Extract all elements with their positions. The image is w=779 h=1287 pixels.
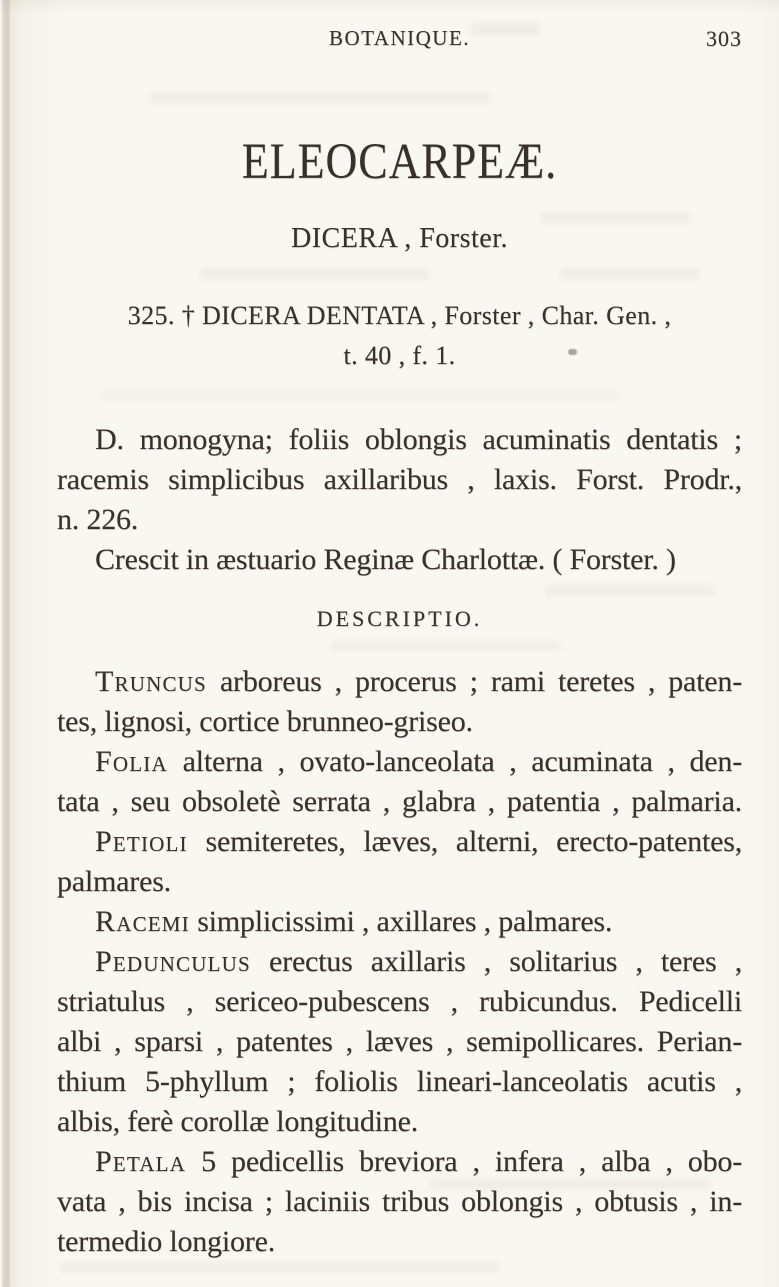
text-line: Crescit in æstuario Reginæ Charlottæ. ( Forster. ) [95, 543, 676, 576]
binding-fold-shadow [7, 0, 9, 1287]
section-heading: DESCRIPTIO. [316, 606, 483, 631]
paragraph [57, 420, 742, 540]
text-line: termedio longiore. [57, 1225, 276, 1258]
small-caps-term: Racemi [95, 905, 190, 938]
text-line: albis, ferè corollæ longitudine. [57, 1105, 419, 1138]
small-caps-term: Folia [95, 745, 168, 778]
diagnosis-paragraph [57, 420, 742, 540]
text-line: albi , sparsi , patentes , læves , semipollicares. Perian- [57, 1025, 742, 1058]
text-line: Petioli semiteretes, læves, alterni, erecto-patentes, [95, 825, 742, 858]
family-title: ELEOCARPEÆ. [241, 133, 558, 190]
text-line: racemis simplicibus axillaribus , laxis. Forst. Prodr., [57, 463, 742, 496]
small-caps-term: Pedunculus [95, 945, 251, 978]
text-line: Folia alterna , ovato-lanceolata , acuminata , den- [95, 745, 742, 778]
text-line: tata , seu obsoletè serrata , glabra , patentia , palmaria. [57, 785, 742, 818]
paragraph [57, 662, 742, 742]
text-line: vata , bis incisa ; laciniis tribus oblongis , obtusis , in- [57, 1185, 742, 1218]
text-line: palmares. [57, 865, 171, 898]
species-heading-line1: 325. † DICERA DENTATA , Forster , Char. Gen. , [127, 301, 672, 330]
genus-heading: DICERA , Forster. [291, 223, 508, 254]
description-section [57, 662, 742, 1262]
small-caps-term: Petioli [95, 825, 188, 858]
text-line: D. monogyna; foliis oblongis acuminatis dentatis ; [95, 423, 742, 456]
text-line: Pedunculus erectus axillaris , solitarius , teres , [95, 945, 742, 978]
paragraph [57, 822, 742, 902]
text-line: tes, lignosi, cortice brunneo-griseo. [57, 705, 473, 738]
paragraph [57, 1142, 742, 1262]
paragraph [57, 902, 742, 942]
text-line: Racemi simplicissimi , axillares , palmares. [95, 905, 613, 938]
bleed-through-mark [60, 1262, 500, 1272]
text-line: striatulus , sericeo-pubescens , rubicundus. Pedicelli [57, 985, 742, 1018]
text-line: thium 5-phyllum ; foliolis lineari-lanceolatis acutis , [57, 1065, 742, 1098]
page-number: 303 [706, 26, 742, 51]
running-title: BOTANIQUE. [328, 26, 471, 50]
paragraph [57, 742, 742, 822]
species-heading [57, 296, 742, 376]
page-content [57, 0, 742, 1262]
habitat-paragraph [57, 540, 742, 580]
text-line: Truncus arboreus , procerus ; rami teretes , paten- [95, 665, 742, 698]
paragraph [57, 942, 742, 1142]
page-header [57, 0, 742, 56]
small-caps-term: Truncus [95, 665, 207, 698]
text-line: n. 226. [57, 503, 139, 536]
species-heading-line2: t. 40 , f. 1. [343, 341, 456, 370]
small-caps-term: Petala [95, 1145, 187, 1178]
text-line: Petala 5 pedicellis breviora , infera , alba , obo- [95, 1145, 742, 1178]
